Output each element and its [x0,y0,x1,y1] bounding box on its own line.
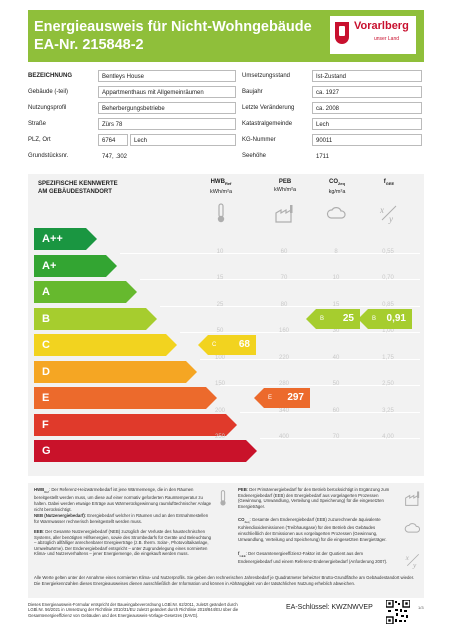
peb-scale-value: 60 [280,248,288,255]
row-strasse [28,118,238,131]
hwb-scale-value: 50 [216,328,224,334]
note-neb-text: : Energiebedarf welcher in Räumen und an den Entnahmestellen für Warmwasser rechnerisch bereitgestellt werden muss. [34,513,209,524]
umsetzungsstand-value: Ist-Zustand [312,70,422,82]
hwb-header-sub: Ref [224,181,232,187]
peb-scale-value: 400 [278,434,289,440]
row-letzte-veraenderung [242,102,424,115]
letzte-value: ca. 2008 [312,102,422,114]
note-fgee-sub: GEE [239,553,246,558]
nutzungsprofil-label: Nutzungsprofil [28,105,67,111]
plz-label: PLZ, Ort [28,137,51,143]
row-baujahr [242,86,424,99]
kg-value: 90011 [312,134,422,146]
hwb-scale-value: 15 [216,275,224,281]
strasse-label: Straße [28,121,47,127]
note-co2-term: CO [238,517,245,522]
kennwerte-title [38,180,118,196]
co2-scale-value: 10 [332,275,340,281]
peb-scale-value: 160 [278,328,289,334]
fgee-scale-value: 1,00 [382,328,394,334]
row-plz-ort [28,134,238,147]
co2-header-text: CO [329,179,339,185]
col-header-peb [262,178,308,194]
co2-unit: kg/m²a [328,189,346,196]
co2-scale-value: 40 [332,354,340,361]
energy-class-e: E [34,387,206,409]
grundstueck-value: 747, .302 [102,154,128,160]
fgee-marker-class: B [372,315,377,322]
fgee-header-text: f [383,179,386,185]
page-title: Energieausweis für Nicht-Wohngebäude [34,19,312,35]
energy-class-c: C [34,334,166,356]
co2-scale-value: 15 [332,301,340,308]
peb-unit: kWh/m²a [274,187,296,193]
peb-scale-value: 70 [280,275,288,281]
energy-class-arrow [106,255,117,277]
peb-scale-value: 80 [280,301,288,308]
hwb-scale-value: 10 [216,248,224,255]
co2-scale-value: 50 [332,381,340,387]
hwb-unit: kWh/m²a [210,189,232,196]
definitions-panel [28,483,424,598]
co2-marker-pointer [306,309,316,329]
note-peb-text: : Der Primärenergiebedarf für den Betrieb berücksichtigt in Ergänzung zum Endenergiebedarf (EEB) den Energiebedarf aus vorgelagerten Prozessen (Gewinnung, Umwandlung, Verteilung und Speicherung) für die eingesetzten Energieträger. [238,487,390,509]
ea-key: EA-Schlüssel: KWZNWVEP [286,604,373,611]
energy-class-arrow [246,440,257,462]
fgee-scale-value: 0,55 [382,248,394,255]
kennwerte-title-line2: AM GEBÄUDESTANDORT [38,189,112,195]
peb-marker-pointer [254,388,264,408]
hwb-marker-value: 68 [238,339,250,350]
note-eeb-text: : Der Gesamte Nutzenergiebedarf (NEB) zuzüglich der Verluste des haustechnischen Systems, aller benötigten Hilfsenergien, sowie des Strombedarfs für Geräte und Beleuchtung – abzüglich allfälliger anrechenbarer Energieerträge (z.B. therm. Solar-, Photovoltaikanlage, Umweltwärme). Der Endenergiebedarf entspricht – unter Zugrundelegung eines normierten Klima- und Nutzerverhaltens – jener Energiemenge, die eingekauft werden muss. [34,529,211,557]
co2-header-sub: 2eq [338,181,345,187]
energy-class-arrow [206,387,217,409]
peb-header-text: PEB [278,179,292,185]
note-peb [238,487,398,509]
svg-text:y: y [389,214,393,224]
note-fgee [238,551,398,565]
energy-class-arrow [146,308,157,330]
peb-scale-value: 220 [278,354,289,361]
hwb-marker-class: C [212,342,217,348]
fgee-scale-value: 1,75 [382,354,394,361]
bezeichnung-value: Bentleys House [98,70,236,82]
svg-text:y: y [413,560,417,569]
header-banner [28,10,424,62]
bezeichnung-label: BEZEICHNUNG [28,73,73,79]
co2-scale-value: 60 [332,407,340,414]
hwb-header-text: HWB [210,179,225,185]
hwb-rating-marker [208,335,256,355]
svg-text:x: x [380,205,384,215]
energy-class-f: F [34,414,226,436]
certificate-number: EA-Nr. 215848-2 [34,37,144,53]
co2-marker-class: B [320,315,325,322]
hwb-marker-pointer [198,335,208,355]
energy-class-arrow [226,414,237,436]
hwb-scale-value: 25 [216,301,224,308]
row-bezeichnung [28,70,238,83]
katastral-value: Lech [312,118,422,130]
fgee-scale-value: 3,25 [382,407,394,414]
factory-icon [274,202,296,224]
hwb-scale-value: 200 [214,407,225,414]
hwb-scale-value: 100 [214,354,225,361]
note-hwb-term: HWB [34,487,45,492]
energy-class-a: A [34,281,126,303]
energy-class-d: D [34,361,186,383]
kennwerte-title-line1: SPEZIFISCHE KENNWERTE [38,181,118,187]
note-eeb [34,529,212,557]
strasse-value: Zürs 78 [98,118,236,130]
note-eeb-term: EEB [34,529,43,534]
fgee-marker-value: 0,91 [386,312,406,324]
co2-marker-value: 25 [342,312,354,324]
energy-class-arrow [186,361,197,383]
row-kg-nummer [242,134,424,147]
co2-scale-value: 70 [332,434,340,440]
note-co2 [238,517,398,542]
row-grundstueck [28,150,238,163]
fgee-marker-pointer [358,309,368,329]
note-cloud-icon [404,519,422,537]
co2-rating-marker [316,309,360,329]
seehoehe-label: Seehöhe [242,153,267,159]
peb-scale-value: 340 [278,407,289,414]
energy-ratings-panel [28,174,424,476]
note-thermometer-icon [214,489,232,507]
note-factory-icon [404,489,422,507]
energy-class-arrow [126,281,137,303]
cloud-icon [326,202,348,224]
coat-of-arms-icon [335,22,349,44]
peb-marker-class: E [268,395,273,401]
peb-rating-marker [264,388,310,408]
energy-class-g: G [34,440,246,462]
note-hwb-sub: Ref [44,489,49,494]
building-info-table [28,70,424,166]
grundstueck-label: Grundstücksnr. [28,153,69,159]
fgee-scale-value: 2,50 [382,381,394,387]
row-nutzungsprofil [28,102,238,115]
note-fgee-term: f [238,551,240,556]
note-neb [34,513,212,524]
kg-label: KG-Nummer [242,137,276,143]
hwb-scale-value: 250 [214,434,225,440]
gebaeude-value: Appartmenthaus mit Allgemeinräumen [98,86,236,98]
energy-class-arrow [166,334,177,356]
seehoehe-value: 1711 [316,154,329,160]
qr-code-icon [386,600,410,624]
logo-text: Vorarlberg [354,20,409,32]
peb-marker-value: 297 [287,392,304,403]
note-disclaimer: Alle Werte gelten unter der Annahme eines normierten Klima- und Nutzerprofils. Sie geben den rechnerischen Jahresbedarf je Quadratmeter beheizter Brutto-Grundfläche am Gebäudestandort wieder. Die Energiekennzahlen dieses Energieausweises dienen ausschließlich der Information und können in Abhängigkeit von der tatsächlichen Nutzung erheblich abweichen. [34,575,415,586]
hwb-scale-value: 150 [214,381,225,387]
svg-text:x: x [405,553,409,562]
row-seehoehe [242,150,424,163]
katastral-label: Katastralgemeinde [242,121,293,127]
row-umsetzungsstand [242,70,424,83]
page-number: 1/3 [418,605,424,610]
row-gebaeude [28,86,238,99]
note-fgee-text: : Der Gesamtenergieeffizienz-Faktor ist der Quotient aus dem Endenergiebedarf und einem Referenz-Endenergiebedarf (Anforderung 2007). [238,551,388,565]
fgee-scale-value: 4,00 [382,434,394,440]
col-header-hwb [198,178,244,196]
gebaeude-label: Gebäude (-teil) [28,89,69,95]
letzte-label: Letzte Veränderung [242,105,295,111]
vorarlberg-logo [330,16,416,54]
baujahr-value: ca. 1927 [312,86,422,98]
row-katastralgemeinde [242,118,424,131]
energy-class-aplus: A+ [34,255,106,277]
note-co2-sub: 2eq [244,519,250,524]
logo-subtitle: unser Land [374,36,400,42]
umsetzungsstand-label: Umsetzungsstand [242,73,291,79]
note-ratio-icon [404,551,422,569]
fgee-scale-value: 0,85 [382,301,394,308]
ratio-icon [378,202,400,224]
col-header-fgee [366,178,412,188]
fgee-rating-marker [368,309,412,329]
fgee-header-sub: GEE [385,181,395,187]
note-peb-term: PEB [238,487,247,492]
energy-class-b: B [34,308,146,330]
fgee-scale-value: 0,70 [382,275,394,281]
col-header-co2 [314,178,360,196]
energy-class-aplusplus: A++ [34,228,86,250]
thermometer-icon [210,202,232,224]
note-hwb-text: : Der Referenz-Heizwärmebedarf ist jene Wärmemenge, die in den Räumen bereitgestellt werden muss, um diese auf einer normativ geforderten Raumtemperatur zu halten. Dabei werden etwaige Erträge aus Wärmerückgewinnung raumlufttechnischer Anlage nicht berücksichtigt. [34,487,211,512]
co2-scale-value: 8 [334,248,338,255]
energy-class-arrow [86,228,97,250]
legal-footnote: Dieses Energieausweis-Formular entspricht der Baueingabeverordnung LGBl.Nr. 62/2011, zuletzt geändert durch LGBl.Nr. 56/2021 in Umsetzung der Richtlinie 2010/31/EU zuletzt geändert durch Richtlinie 2018/844/EU über die Gesamtenergieeffizienz von Gebäuden und des Energieausweis-Vorlage-Gesetzes (EAVG). [28,602,239,618]
plz-value: 6764 [98,134,128,146]
nutzungsprofil-value: Beherbergungsbetriebe [98,102,236,114]
note-neb-term: NEB (Nutzenergiebedarf) [34,513,85,518]
note-hwb [34,487,212,512]
note-co2-text: : Gesamte dem Endenergiebedarf (EEB) zuzurechnende äquivalente Kohlendioxidemissionen (Treibhausgase) für den Betrieb des Gebäudes einschließlich der Emissionen aus vorgelagerten Prozessen (Gewinnung, Umwandlung, Verteilung und Speicherung) für die eingesetzten Energieträger. [238,517,387,542]
baujahr-label: Baujahr [242,89,263,95]
peb-scale-value: 280 [278,381,289,387]
ort-value: Lech [130,134,236,146]
co2-scale-value: 30 [332,328,340,334]
